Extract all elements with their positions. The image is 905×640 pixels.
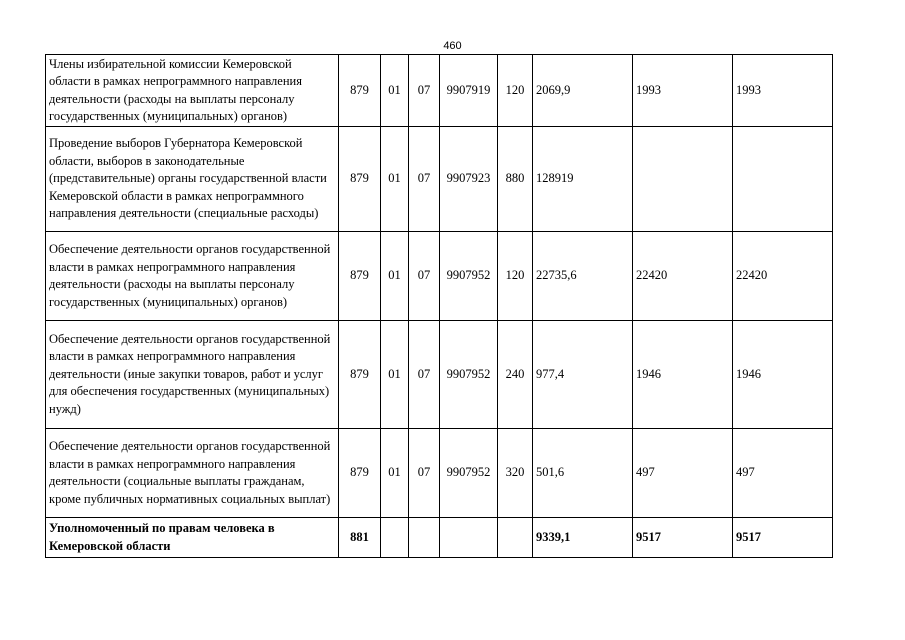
- csr-cell: 9907923: [440, 127, 498, 232]
- ved-cell: 879: [339, 429, 381, 518]
- csr-cell: 9907952: [440, 429, 498, 518]
- csr-cell: 9907952: [440, 232, 498, 321]
- sum-year2-cell: 9517: [633, 518, 733, 558]
- table-row: [46, 232, 833, 321]
- pr-cell: [409, 518, 440, 558]
- rz-cell: [381, 518, 409, 558]
- vr-cell: [498, 518, 533, 558]
- row-name-cell: Уполномоченный по правам человека в Кемеровской области: [46, 518, 339, 558]
- sum-year2-cell: 497: [633, 429, 733, 518]
- row-name-cell: Проведение выборов Губернатора Кемеровской области, выборов в законодательные (представительные) органы государственной власти Кемеровской области в рамках непрограммного направления деятельности (специальные расходы): [46, 127, 339, 232]
- rz-cell: 01: [381, 127, 409, 232]
- table-row: [46, 127, 833, 232]
- sum-year3-cell: 497: [733, 429, 833, 518]
- sum-year3-cell: [733, 127, 833, 232]
- page-number: 460: [443, 40, 462, 52]
- budget-table: [45, 54, 833, 558]
- sum-year3-cell: 1993: [733, 55, 833, 127]
- table-row: [46, 429, 833, 518]
- pr-cell: 07: [409, 429, 440, 518]
- vr-cell: 880: [498, 127, 533, 232]
- vr-cell: 120: [498, 55, 533, 127]
- ved-cell: 879: [339, 55, 381, 127]
- row-name-cell: Обеспечение деятельности органов государственной власти в рамках непрограммного направления деятельности (расходы на выплаты персоналу государственных (муниципальных) органов): [46, 232, 339, 321]
- sum-year2-cell: 1993: [633, 55, 733, 127]
- sum-year2-cell: 22420: [633, 232, 733, 321]
- pr-cell: 07: [409, 232, 440, 321]
- sum-year2-cell: 1946: [633, 321, 733, 429]
- sum-year1-cell: 22735,6: [533, 232, 633, 321]
- row-name-cell: Члены избирательной комиссии Кемеровской области в рамках непрограммного направления деятельности (расходы на выплаты персоналу государственных (муниципальных) органов): [46, 55, 339, 127]
- ved-cell: 879: [339, 232, 381, 321]
- vr-cell: 320: [498, 429, 533, 518]
- ved-cell: 879: [339, 127, 381, 232]
- sum-year3-cell: 9517: [733, 518, 833, 558]
- pr-cell: 07: [409, 321, 440, 429]
- rz-cell: 01: [381, 232, 409, 321]
- rz-cell: 01: [381, 429, 409, 518]
- sum-year1-cell: 501,6: [533, 429, 633, 518]
- csr-cell: 9907952: [440, 321, 498, 429]
- vr-cell: 120: [498, 232, 533, 321]
- sum-year3-cell: 1946: [733, 321, 833, 429]
- table-row: [46, 321, 833, 429]
- sum-year3-cell: 22420: [733, 232, 833, 321]
- sum-year1-cell: 9339,1: [533, 518, 633, 558]
- ved-cell: 879: [339, 321, 381, 429]
- row-name-cell: Обеспечение деятельности органов государственной власти в рамках непрограммного направления деятельности (иные закупки товаров, работ и услуг для обеспечения государственных (муниципальных) нужд): [46, 321, 339, 429]
- ved-cell: 881: [339, 518, 381, 558]
- rz-cell: 01: [381, 321, 409, 429]
- table-row: [46, 518, 833, 558]
- vr-cell: 240: [498, 321, 533, 429]
- pr-cell: 07: [409, 55, 440, 127]
- table-row: [46, 55, 833, 127]
- csr-cell: [440, 518, 498, 558]
- sum-year1-cell: 128919: [533, 127, 633, 232]
- rz-cell: 01: [381, 55, 409, 127]
- sum-year2-cell: [633, 127, 733, 232]
- sum-year1-cell: 2069,9: [533, 55, 633, 127]
- pr-cell: 07: [409, 127, 440, 232]
- csr-cell: 9907919: [440, 55, 498, 127]
- sum-year1-cell: 977,4: [533, 321, 633, 429]
- row-name-cell: Обеспечение деятельности органов государственной власти в рамках непрограммного направления деятельности (социальные выплаты гражданам, кроме публичных нормативных социальных выплат): [46, 429, 339, 518]
